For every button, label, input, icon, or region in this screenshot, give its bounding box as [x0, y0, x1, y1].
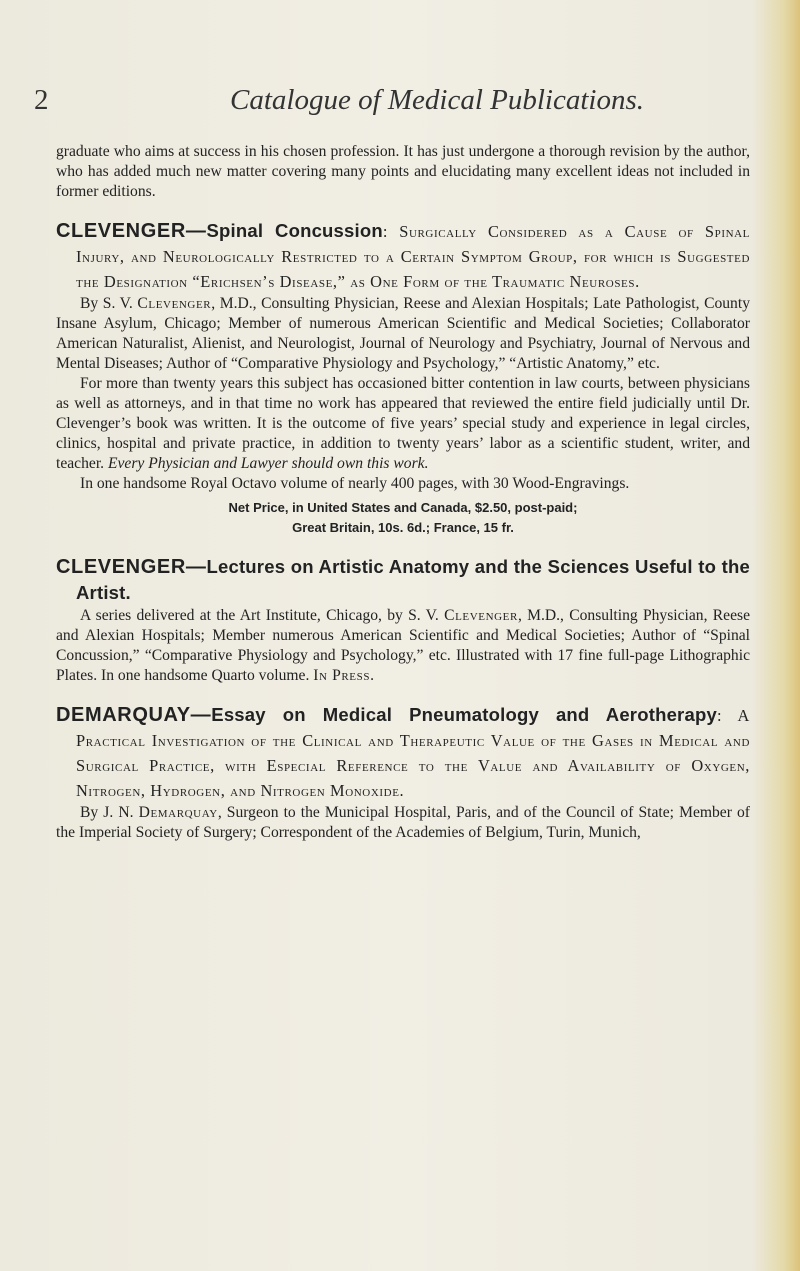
entry-heading	[56, 218, 750, 294]
entry-subtitle: : Surgically Considered as a Cause of Spinal Injury, and Neurologically Restricted to a Certain Symptom Group, for which is Suggested the Designation “Erichsen’s Disease,” as One Form of the Traumatic Neuroses.	[76, 222, 751, 291]
entry-byline: By J. N. Demarquay, Surgeon to the Municipal Hospital, Paris, and of the Council of State; Member of the Imperial Society of Surgery; Correspondent of the Academies of Belgium, Turin, Munich,	[56, 804, 750, 841]
entry-title: Spinal Concussion	[206, 220, 383, 241]
author-name: Clevenger	[137, 295, 212, 312]
entry-pneumatology	[56, 702, 750, 843]
author-name: Demarquay	[138, 804, 218, 821]
entry-spinal-concussion	[56, 218, 750, 538]
running-title: Catalogue of Medical Publications.	[230, 84, 645, 116]
page-header	[34, 84, 754, 124]
page-content	[56, 142, 750, 843]
entry-author: DEMARQUAY—	[56, 704, 212, 726]
entry-recommendation: Every Physician and Lawyer should own this work.	[107, 455, 429, 472]
entry-description: A series delivered at the Art Institute, Chicago, by S. V. Clevenger, M.D., Consulting Physician, Reese and Alexian Hospitals; Member numerous American Scientific and Medical Societies; Author of “Spinal Concussion,” “Comparative Physiology and Psychology,” etc. Illustrated with 17 fine full-page Lithographic Plates. In one handsome Quarto volume. In Press.	[56, 607, 750, 684]
author-name: Clevenger	[444, 607, 518, 624]
entry-subtitle: : A Practical Investigation of the Clinical and Therapeutic Value of the Gases in Medical and Surgical Practice, with Especial Reference to the Value and Availability of Oxygen, Nitrogen, Hydrogen, and Nitrogen Monoxide.	[76, 706, 750, 800]
entry-status: In Press.	[313, 667, 375, 684]
intro-paragraph: graduate who aims at success in his chosen profession. It has just undergone a thorough revision by the author, who has added much new matter covering many points and elucidating many excellent ideas not included in former editions.	[56, 143, 750, 200]
entry-description: For more than twenty years this subject has occasioned bitter contention in law courts, between physicians as well as attorneys, and in that time no work has appeared that reviewed the entire field judicially until Dr. Clevenger’s book was written. It is the outcome of five years’ special study and experience in legal circles, clinics, hospital and private practice, in addition to twenty years’ labor as a scientific student, writer, and teacher. Every Physician and Lawyer should own this work.	[56, 375, 750, 472]
entry-heading	[56, 554, 750, 606]
entry-title: Lectures on Artistic Anatomy and the Sciences Useful to the Artist.	[76, 556, 750, 603]
entry-artistic-anatomy	[56, 554, 750, 686]
page-number: 2	[34, 84, 49, 116]
entry-author: CLEVENGER—	[56, 220, 207, 242]
entry-heading	[56, 702, 750, 803]
entry-format: In one handsome Royal Octavo volume of nearly 400 pages, with 30 Wood-Engravings.	[80, 475, 630, 492]
entry-author: CLEVENGER—	[56, 556, 207, 578]
entry-title: Essay on Medical Pneumatology and Aerotherapy	[211, 704, 717, 725]
entry-byline: By S. V. Clevenger, M.D., Consulting Physician, Reese and Alexian Hospitals; Late Pathologist, County Insane Asylum, Chicago; Member of numerous American Scientific and Medical Societies; Collaborator American Naturalist, Alienist, and Neurologist, Journal of Neurology and Psychiatry, Journal of Nervous and Mental Diseases; Author of “Comparative Physiology and Psychology,” “Artistic Anatomy,” etc.	[56, 295, 750, 372]
entry-price: Net Price, in United States and Canada, $2.50, post-paid; Great Britain, 10s. 6d.; France, 15 fr.	[228, 500, 578, 535]
